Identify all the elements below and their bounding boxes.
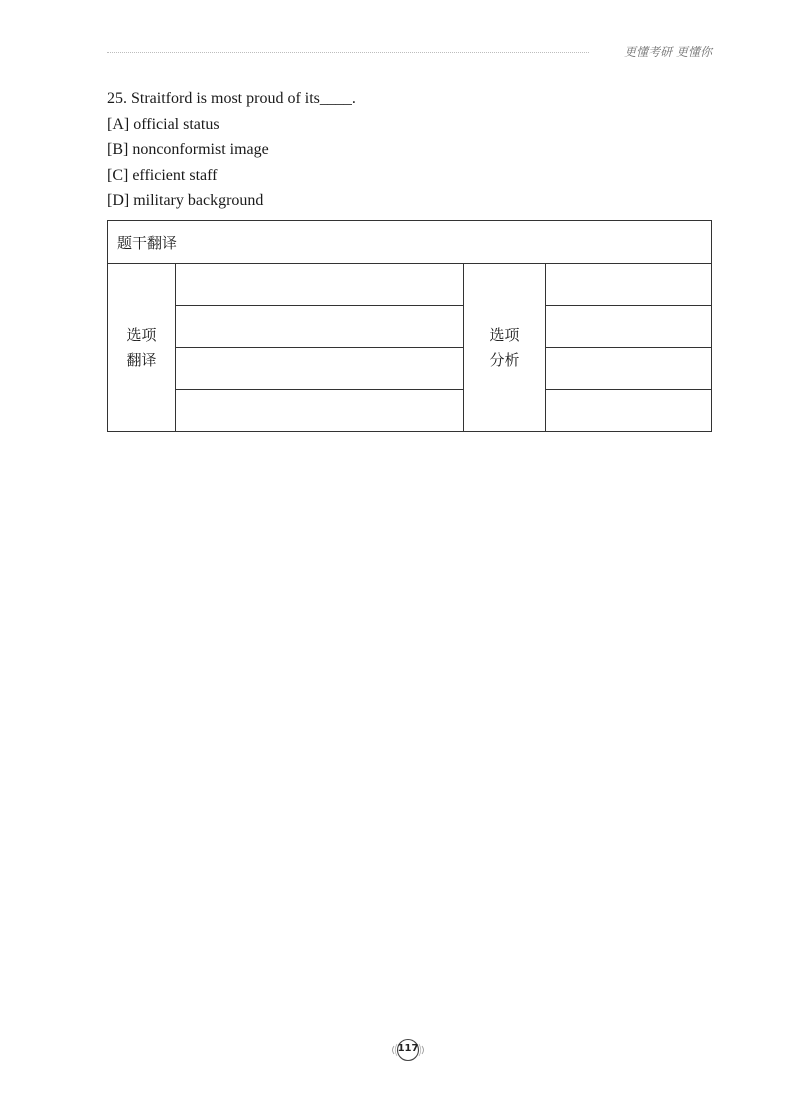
question-stem: 25. Straitford is most proud of its____. bbox=[107, 90, 356, 107]
option-translation-label-cell bbox=[108, 264, 176, 432]
option-d: [D] military background bbox=[107, 192, 264, 209]
translation-blank-cell[interactable] bbox=[176, 306, 464, 348]
question-block bbox=[107, 86, 356, 214]
option-b: [B] nonconformist image bbox=[107, 141, 269, 158]
header-divider bbox=[107, 52, 589, 53]
translation-blank-cell[interactable] bbox=[176, 348, 464, 390]
option-analysis-label-cell bbox=[464, 264, 546, 432]
stem-translation-label: 题干翻译 bbox=[117, 233, 178, 252]
option-analysis-label-line-2: 分析 bbox=[489, 350, 520, 369]
stem-translation-cell bbox=[108, 221, 712, 264]
page-number: 117 bbox=[397, 1043, 419, 1054]
analysis-blank-cell[interactable] bbox=[546, 390, 712, 432]
translation-blank-cell[interactable] bbox=[176, 390, 464, 432]
option-analysis-label-line-1: 选项 bbox=[489, 325, 520, 344]
answer-table bbox=[107, 220, 712, 432]
option-translation-label-line-1: 选项 bbox=[126, 325, 157, 344]
analysis-blank-cell[interactable] bbox=[546, 264, 712, 306]
option-translation-label-line-2: 翻译 bbox=[126, 350, 157, 369]
header-slogan: 更懂考研 更懂你 bbox=[624, 45, 712, 59]
option-a: [A] official status bbox=[107, 115, 220, 133]
analysis-blank-cell[interactable] bbox=[546, 348, 712, 390]
analysis-blank-cell[interactable] bbox=[546, 306, 712, 348]
page-number-badge bbox=[388, 1037, 428, 1063]
translation-blank-cell[interactable] bbox=[176, 264, 464, 306]
option-c: [C] efficient staff bbox=[107, 166, 218, 184]
